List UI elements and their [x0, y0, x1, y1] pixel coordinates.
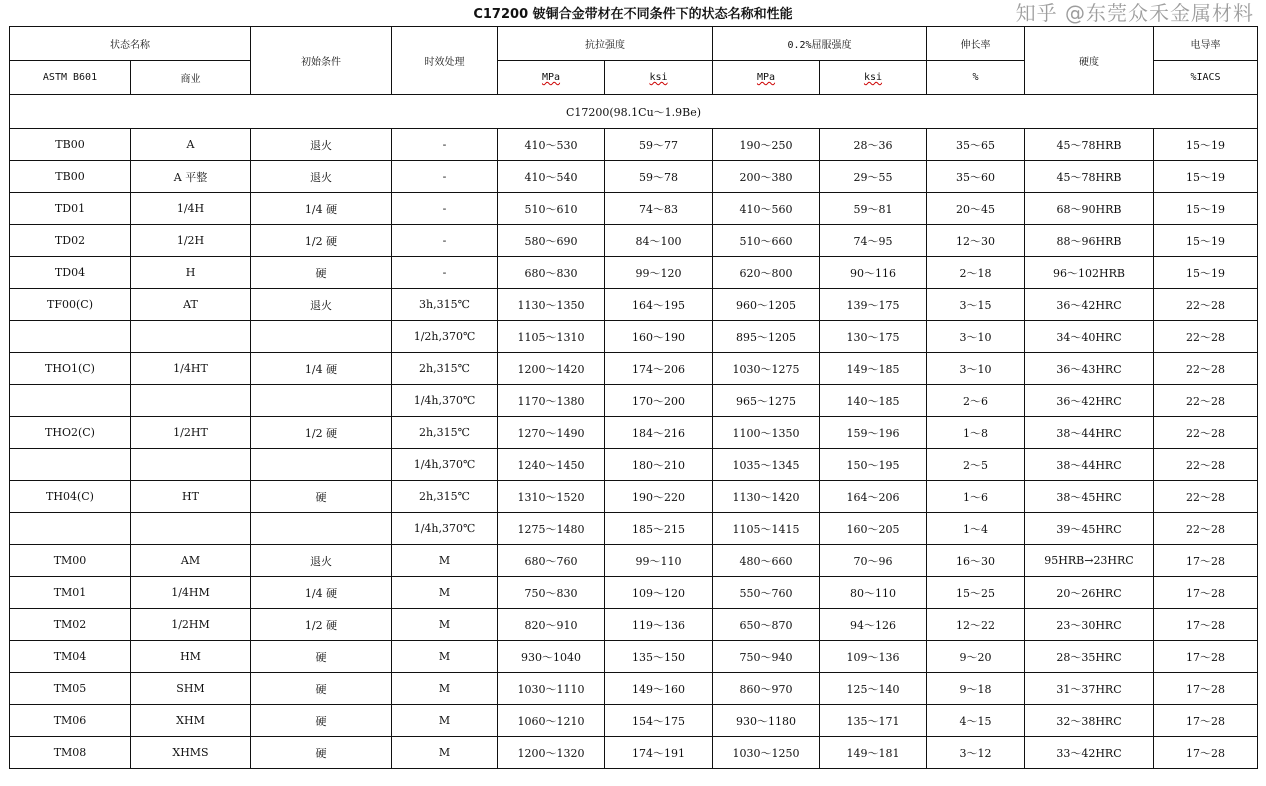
table-cell: 410～560: [713, 193, 820, 225]
table-cell: 930～1040: [498, 641, 605, 673]
table-cell: 15～19: [1154, 257, 1258, 289]
table-cell: 2～18: [927, 257, 1025, 289]
table-row: [10, 129, 1258, 161]
table-cell: 550～760: [713, 577, 820, 609]
table-cell: 109～120: [605, 577, 713, 609]
table-cell: 88～96HRB: [1025, 225, 1154, 257]
header-commercial: 商业: [131, 61, 251, 95]
table-cell: 135～171: [820, 705, 927, 737]
table-cell: 90～116: [820, 257, 927, 289]
table-cell: TF00(C): [10, 289, 131, 321]
table-cell: 860～970: [713, 673, 820, 705]
table-cell: 1240～1450: [498, 449, 605, 481]
table-cell: 12～22: [927, 609, 1025, 641]
table-cell: 22～28: [1154, 289, 1258, 321]
table-cell: THO2(C): [10, 417, 131, 449]
table-cell: 140～185: [820, 385, 927, 417]
table-cell: 34～40HRC: [1025, 321, 1154, 353]
table-cell: 164～195: [605, 289, 713, 321]
table-cell: 20～26HRC: [1025, 577, 1154, 609]
table-row: [10, 353, 1258, 385]
table-cell: XHM: [131, 705, 251, 737]
table-cell: SHM: [131, 673, 251, 705]
header-aging: 时效处理: [392, 27, 498, 95]
table-cell: A 平整: [131, 161, 251, 193]
table-cell: 410～530: [498, 129, 605, 161]
table-row: [10, 545, 1258, 577]
table-cell: 2～5: [927, 449, 1025, 481]
table-cell: 1200～1420: [498, 353, 605, 385]
table-cell: 1/4h,370℃: [392, 449, 498, 481]
table-cell: 1/4h,370℃: [392, 513, 498, 545]
table-cell: 1060～1210: [498, 705, 605, 737]
table-cell: [10, 385, 131, 417]
table-row: [10, 737, 1258, 769]
table-cell: 1/2HT: [131, 417, 251, 449]
table-cell: 3～10: [927, 321, 1025, 353]
table-cell: 38～44HRC: [1025, 417, 1154, 449]
table-cell: 15～19: [1154, 225, 1258, 257]
table-cell: TM08: [10, 737, 131, 769]
table-cell: 1～6: [927, 481, 1025, 513]
table-cell: 580～690: [498, 225, 605, 257]
table-row: [10, 289, 1258, 321]
table-cell: 200～380: [713, 161, 820, 193]
table-cell: AT: [131, 289, 251, 321]
table-cell: 33～42HRC: [1025, 737, 1154, 769]
table-cell: 59～77: [605, 129, 713, 161]
table-cell: 硬: [251, 705, 392, 737]
table-cell: 硬: [251, 641, 392, 673]
table-cell: 184～216: [605, 417, 713, 449]
table-cell: 80～110: [820, 577, 927, 609]
table-cell: 1130～1350: [498, 289, 605, 321]
table-cell: 1/4 硬: [251, 577, 392, 609]
table-cell: 74～95: [820, 225, 927, 257]
table-cell: 154～175: [605, 705, 713, 737]
table-cell: 22～28: [1154, 481, 1258, 513]
header-conductivity: 电导率: [1154, 27, 1258, 61]
table-cell: [10, 513, 131, 545]
table-cell: 149～181: [820, 737, 927, 769]
table-cell: [10, 321, 131, 353]
table-cell: 174～191: [605, 737, 713, 769]
table-cell: 1/4 硬: [251, 193, 392, 225]
table-row: [10, 513, 1258, 545]
table-cell: 22～28: [1154, 417, 1258, 449]
table-cell: 2h,315℃: [392, 417, 498, 449]
table-cell: 2～6: [927, 385, 1025, 417]
table-cell: 45～78HRB: [1025, 161, 1154, 193]
table-cell: -: [392, 225, 498, 257]
table-cell: 硬: [251, 673, 392, 705]
table-cell: 17～28: [1154, 545, 1258, 577]
table-row: [10, 321, 1258, 353]
table-cell: 750～830: [498, 577, 605, 609]
table-cell: 17～28: [1154, 705, 1258, 737]
table-cell: 1170～1380: [498, 385, 605, 417]
header-yield: 0.2%屈服强度: [713, 27, 927, 61]
table-cell: 1/4HT: [131, 353, 251, 385]
table-cell: 130～175: [820, 321, 927, 353]
table-cell: 1/2HM: [131, 609, 251, 641]
table-cell: 17～28: [1154, 673, 1258, 705]
table-cell: 895～1205: [713, 321, 820, 353]
table-cell: 149～185: [820, 353, 927, 385]
table-cell: 139～175: [820, 289, 927, 321]
table-cell: A: [131, 129, 251, 161]
table-cell: 17～28: [1154, 641, 1258, 673]
table-cell: 119～136: [605, 609, 713, 641]
table-cell: 1/2 硬: [251, 417, 392, 449]
table-cell: 退火: [251, 161, 392, 193]
table-cell: 410～540: [498, 161, 605, 193]
unit-ksi-yield: ksi: [863, 72, 883, 83]
table-cell: 965～1275: [713, 385, 820, 417]
table-cell: TM02: [10, 609, 131, 641]
table-cell: 退火: [251, 289, 392, 321]
table-cell: TH04(C): [10, 481, 131, 513]
table-cell: 22～28: [1154, 449, 1258, 481]
table-cell: 28～35HRC: [1025, 641, 1154, 673]
table-cell: 95HRB→23HRC: [1025, 545, 1154, 577]
table-cell: 32～38HRC: [1025, 705, 1154, 737]
table-cell: 退火: [251, 545, 392, 577]
table-cell: 180～210: [605, 449, 713, 481]
table-row: [10, 705, 1258, 737]
table-cell: 174～206: [605, 353, 713, 385]
table-cell: 22～28: [1154, 321, 1258, 353]
table-cell: 17～28: [1154, 609, 1258, 641]
table-row: [10, 577, 1258, 609]
table-cell: TB00: [10, 161, 131, 193]
table-cell: 36～42HRC: [1025, 289, 1154, 321]
header-initial: 初始条件: [251, 27, 392, 95]
header-state-name: 状态名称: [10, 27, 251, 61]
table-cell: 99～110: [605, 545, 713, 577]
table-cell: 820～910: [498, 609, 605, 641]
table-cell: M: [392, 737, 498, 769]
table-cell: 38～45HRC: [1025, 481, 1154, 513]
header-tensile: 抗拉强度: [498, 27, 713, 61]
table-cell: 35～60: [927, 161, 1025, 193]
table-cell: 510～660: [713, 225, 820, 257]
table-cell: -: [392, 257, 498, 289]
table-cell: 1030～1250: [713, 737, 820, 769]
table-cell: 68～90HRB: [1025, 193, 1154, 225]
table-cell: 1/2h,370℃: [392, 321, 498, 353]
table-cell: TB00: [10, 129, 131, 161]
table-cell: [251, 321, 392, 353]
table-cell: 1/4h,370℃: [392, 385, 498, 417]
table-cell: TM04: [10, 641, 131, 673]
table-cell: M: [392, 577, 498, 609]
table-cell: [251, 385, 392, 417]
table-cell: M: [392, 545, 498, 577]
table-cell: 36～43HRC: [1025, 353, 1154, 385]
table-cell: 1310～1520: [498, 481, 605, 513]
unit-mpa-yield: MPa: [756, 72, 776, 83]
table-cell: [251, 449, 392, 481]
table-cell: 1105～1310: [498, 321, 605, 353]
table-cell: HT: [131, 481, 251, 513]
table-cell: 149～160: [605, 673, 713, 705]
table-cell: M: [392, 705, 498, 737]
table-cell: [251, 513, 392, 545]
table-cell: -: [392, 193, 498, 225]
table-cell: 17～28: [1154, 577, 1258, 609]
table-cell: 480～660: [713, 545, 820, 577]
table-cell: 22～28: [1154, 513, 1258, 545]
table-row: [10, 673, 1258, 705]
table-cell: 36～42HRC: [1025, 385, 1154, 417]
table-cell: TM06: [10, 705, 131, 737]
table-cell: H: [131, 257, 251, 289]
unit-percent: %: [927, 61, 1025, 95]
unit-iacs: %IACS: [1154, 61, 1258, 95]
table-cell: M: [392, 609, 498, 641]
table-cell: -: [392, 129, 498, 161]
table-cell: 12～30: [927, 225, 1025, 257]
table-cell: XHMS: [131, 737, 251, 769]
properties-table: [9, 26, 1258, 769]
unit-mpa-yield-cell: [713, 61, 820, 95]
table-cell: 164～206: [820, 481, 927, 513]
unit-ksi: ksi: [649, 72, 668, 83]
header-elongation: 伸长率: [927, 27, 1025, 61]
table-cell: 3～10: [927, 353, 1025, 385]
table-cell: 22～28: [1154, 385, 1258, 417]
table-cell: 29～55: [820, 161, 927, 193]
table-cell: 1/2H: [131, 225, 251, 257]
table-cell: -: [392, 161, 498, 193]
unit-mpa: MPa: [541, 72, 561, 83]
table-cell: 退火: [251, 129, 392, 161]
table-cell: 硬: [251, 481, 392, 513]
page-title: C17200 铍铜合金带材在不同条件下的状态名称和性能: [473, 7, 793, 22]
table-cell: 3～15: [927, 289, 1025, 321]
table-cell: 620～800: [713, 257, 820, 289]
table-cell: 680～760: [498, 545, 605, 577]
table-cell: 39～45HRC: [1025, 513, 1154, 545]
table-row: [10, 161, 1258, 193]
table-cell: 680～830: [498, 257, 605, 289]
table-row: [10, 257, 1258, 289]
table-cell: 1/4H: [131, 193, 251, 225]
table-cell: 17～28: [1154, 737, 1258, 769]
table-cell: TD02: [10, 225, 131, 257]
table-cell: 185～215: [605, 513, 713, 545]
table-cell: 1/4HM: [131, 577, 251, 609]
table-cell: 20～45: [927, 193, 1025, 225]
watermark: 知乎 @东莞众禾金属材料: [1015, 1, 1254, 25]
table-cell: 1030～1110: [498, 673, 605, 705]
table-cell: 1/2 硬: [251, 609, 392, 641]
table-row: [10, 481, 1258, 513]
table-cell: 9～18: [927, 673, 1025, 705]
table-cell: 99～120: [605, 257, 713, 289]
table-cell: M: [392, 673, 498, 705]
table-row: [10, 193, 1258, 225]
table-cell: 23～30HRC: [1025, 609, 1154, 641]
unit-mpa-cell: [498, 61, 605, 95]
table-row: [10, 449, 1258, 481]
table-row: [10, 385, 1258, 417]
table-cell: 1275～1480: [498, 513, 605, 545]
header-hardness: 硬度: [1025, 27, 1154, 95]
table-cell: 3h,315℃: [392, 289, 498, 321]
table-cell: 1030～1275: [713, 353, 820, 385]
table-cell: 750～940: [713, 641, 820, 673]
table-cell: 150～195: [820, 449, 927, 481]
table-cell: M: [392, 641, 498, 673]
table-cell: 3～12: [927, 737, 1025, 769]
table-cell: 125～140: [820, 673, 927, 705]
table-cell: 2h,315℃: [392, 353, 498, 385]
table-cell: 59～78: [605, 161, 713, 193]
table-cell: 1～8: [927, 417, 1025, 449]
table-cell: [131, 385, 251, 417]
table-cell: [10, 449, 131, 481]
table-cell: 190～220: [605, 481, 713, 513]
table-cell: 45～78HRB: [1025, 129, 1154, 161]
table-cell: 4～15: [927, 705, 1025, 737]
table-cell: 135～150: [605, 641, 713, 673]
table-cell: [131, 321, 251, 353]
table-cell: 1130～1420: [713, 481, 820, 513]
table-cell: 2h,315℃: [392, 481, 498, 513]
table-cell: 22～28: [1154, 353, 1258, 385]
table-cell: 960～1205: [713, 289, 820, 321]
table-cell: 1～4: [927, 513, 1025, 545]
table-cell: 1105～1415: [713, 513, 820, 545]
table-row: [10, 417, 1258, 449]
table-cell: TM01: [10, 577, 131, 609]
table-cell: 1200～1320: [498, 737, 605, 769]
table-cell: [131, 449, 251, 481]
table-cell: 硬: [251, 737, 392, 769]
section-row: C17200(98.1Cu～1.9Be): [10, 95, 1258, 129]
table-cell: [131, 513, 251, 545]
table-cell: 650～870: [713, 609, 820, 641]
table-cell: 170～200: [605, 385, 713, 417]
table-cell: TD01: [10, 193, 131, 225]
table-cell: TM05: [10, 673, 131, 705]
table-cell: 94～126: [820, 609, 927, 641]
table-cell: 1100～1350: [713, 417, 820, 449]
table-cell: 190～250: [713, 129, 820, 161]
table-cell: 9～20: [927, 641, 1025, 673]
table-cell: 59～81: [820, 193, 927, 225]
table-row: [10, 225, 1258, 257]
table-cell: 15～19: [1154, 161, 1258, 193]
unit-ksi-cell: [605, 61, 713, 95]
table-cell: TM00: [10, 545, 131, 577]
table-cell: 160～190: [605, 321, 713, 353]
table-cell: THO1(C): [10, 353, 131, 385]
table-cell: 1035～1345: [713, 449, 820, 481]
table-row: [10, 641, 1258, 673]
table-cell: AM: [131, 545, 251, 577]
table-cell: 159～196: [820, 417, 927, 449]
table-cell: 510～610: [498, 193, 605, 225]
table-cell: 35～65: [927, 129, 1025, 161]
table-cell: 31～37HRC: [1025, 673, 1154, 705]
unit-ksi-yield-cell: [820, 61, 927, 95]
table-cell: 15～19: [1154, 129, 1258, 161]
table-cell: 1/4 硬: [251, 353, 392, 385]
table-cell: 160～205: [820, 513, 927, 545]
table-cell: TD04: [10, 257, 131, 289]
table-cell: 109～136: [820, 641, 927, 673]
table-cell: 1/2 硬: [251, 225, 392, 257]
table-cell: 96～102HRB: [1025, 257, 1154, 289]
table-cell: 硬: [251, 257, 392, 289]
table-cell: 1270～1490: [498, 417, 605, 449]
table-cell: 930～1180: [713, 705, 820, 737]
table-cell: 16～30: [927, 545, 1025, 577]
table-cell: 15～19: [1154, 193, 1258, 225]
table-row: [10, 609, 1258, 641]
table-cell: 15～25: [927, 577, 1025, 609]
table-cell: 70～96: [820, 545, 927, 577]
header-astm: ASTM B601: [10, 61, 131, 95]
table-cell: HM: [131, 641, 251, 673]
table-cell: 84～100: [605, 225, 713, 257]
table-cell: 74～83: [605, 193, 713, 225]
table-cell: 38～44HRC: [1025, 449, 1154, 481]
table-cell: 28～36: [820, 129, 927, 161]
